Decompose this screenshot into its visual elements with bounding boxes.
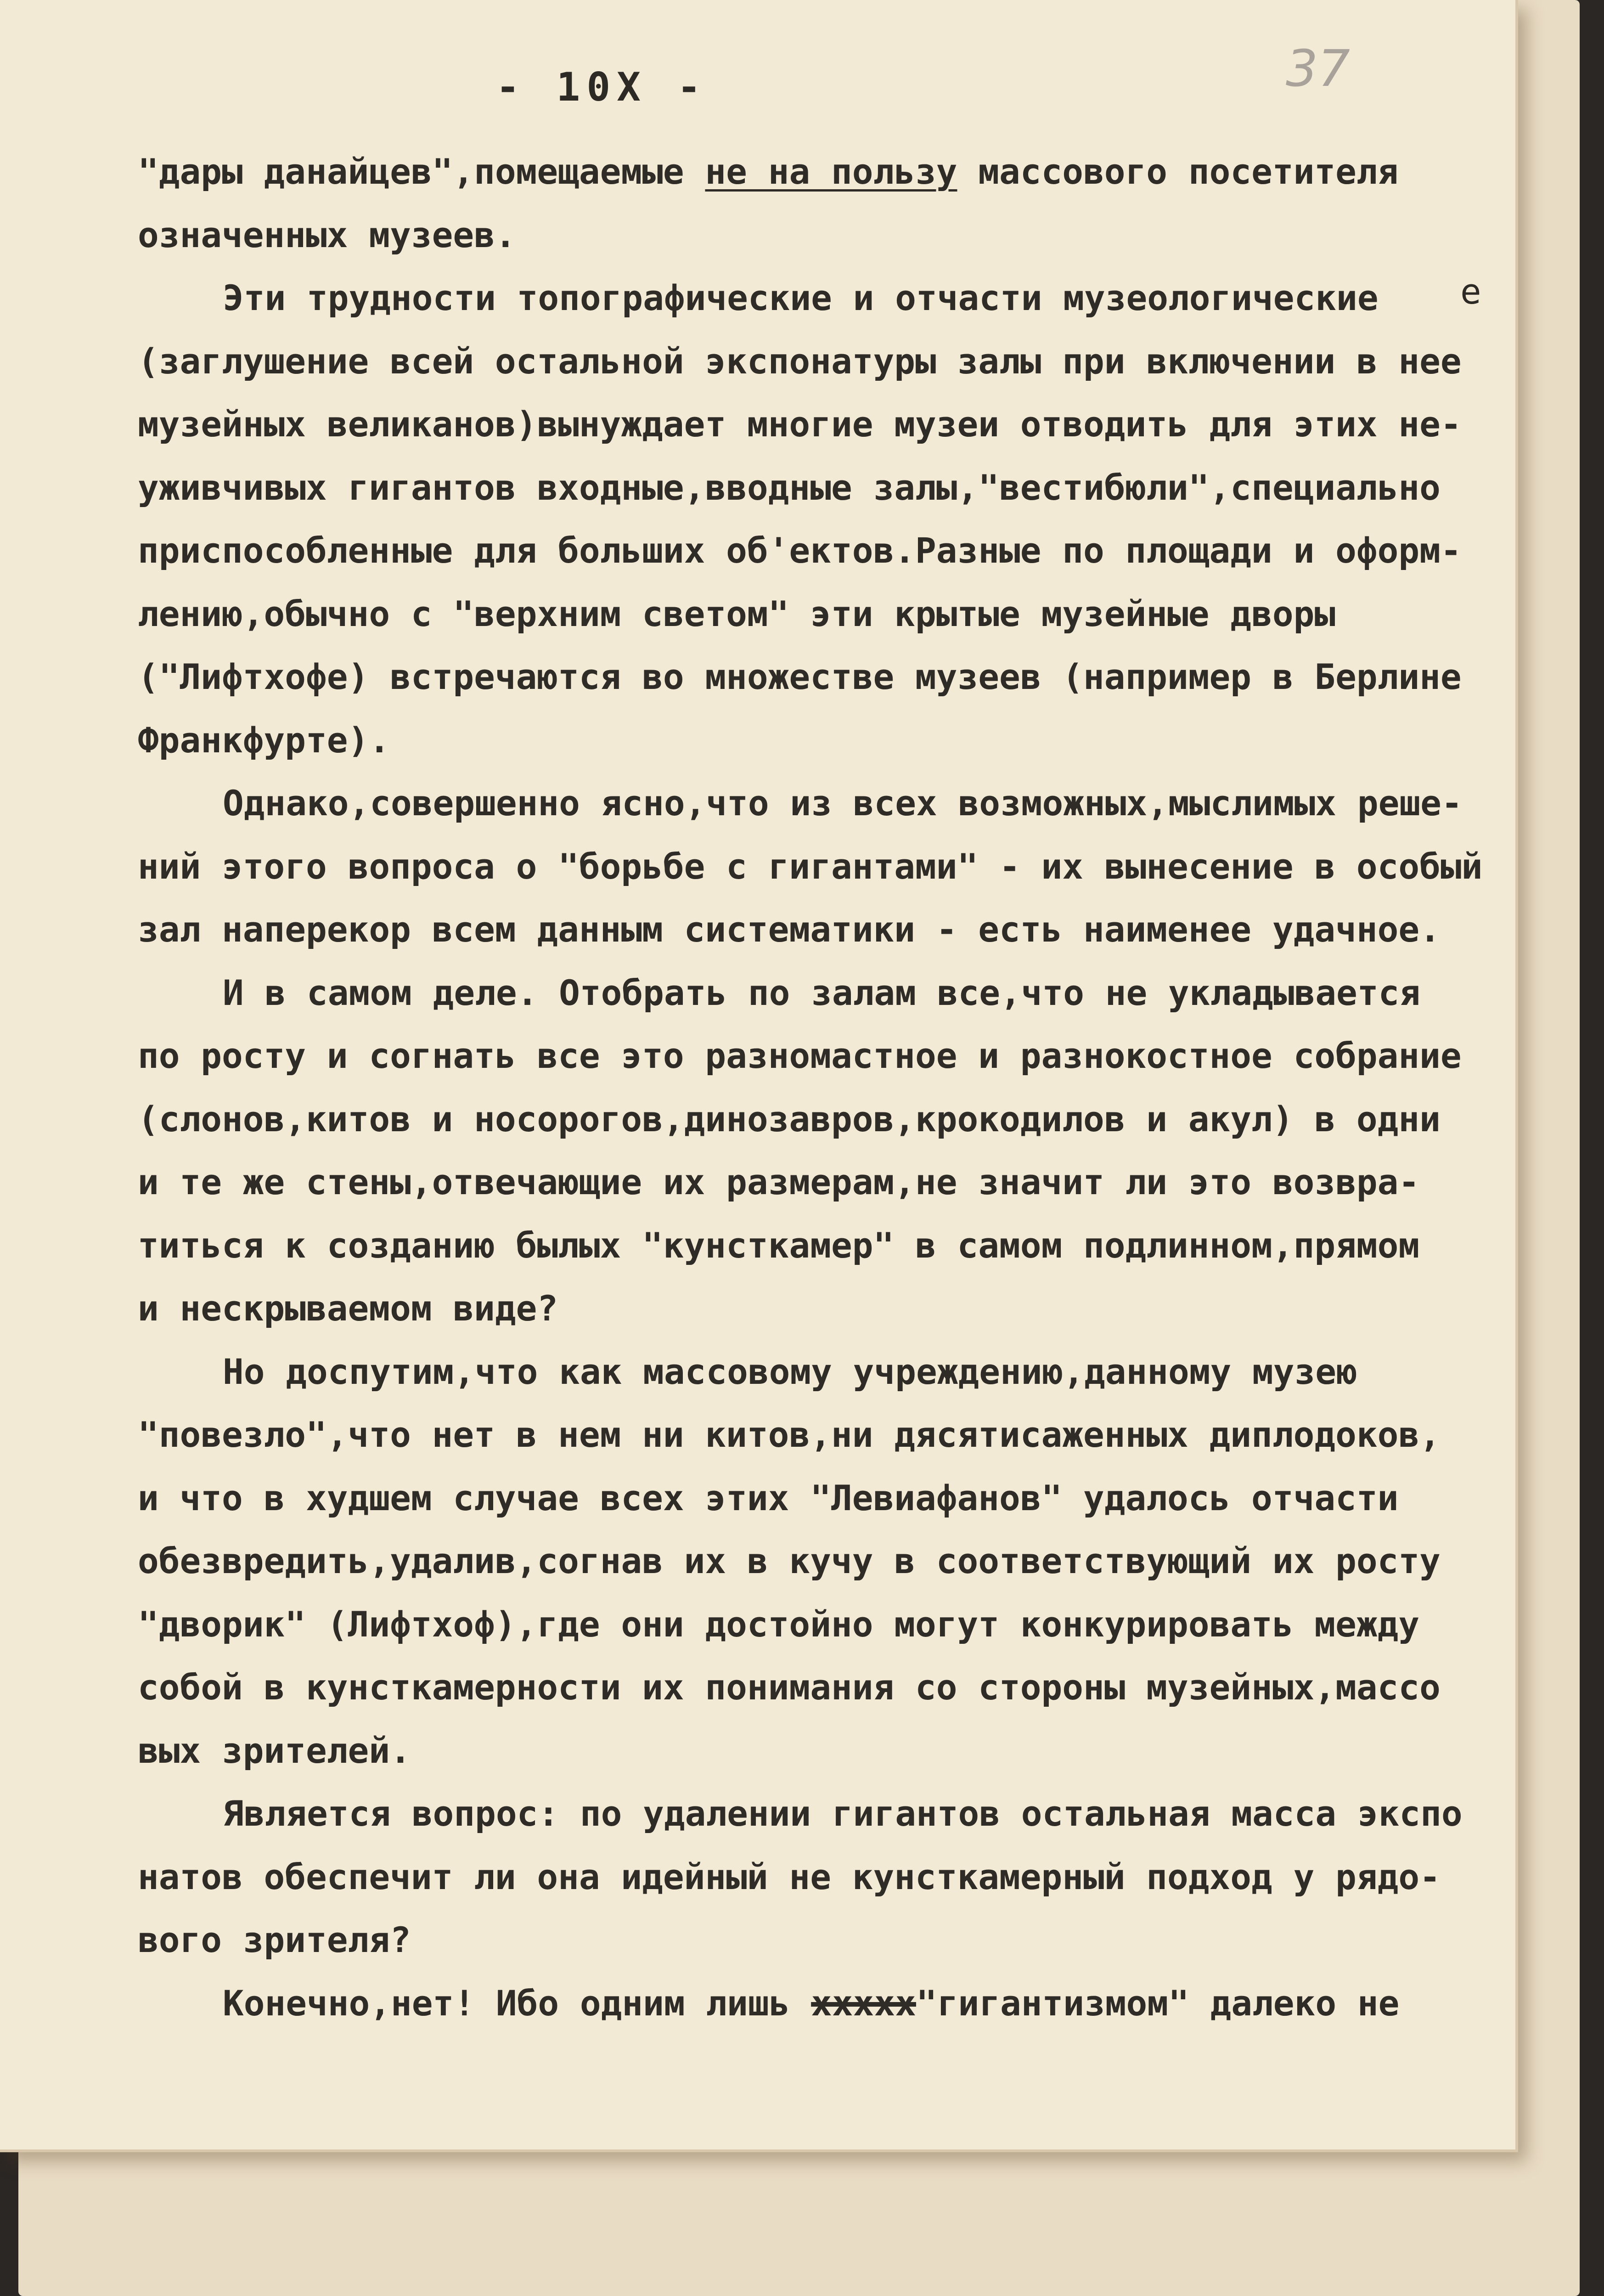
text-line bbox=[138, 1529, 1479, 1593]
line-text: по росту и согнать все это разномастное и разнокостное собрание bbox=[138, 1035, 1462, 1076]
text-line bbox=[138, 835, 1483, 898]
text-line bbox=[138, 1845, 1479, 1909]
line-text: натов обеспечит ли она идейный не кунсткамерный подход у рядо- bbox=[138, 1856, 1441, 1897]
text-line bbox=[138, 898, 1479, 961]
line-text: музейных великанов)вынуждает многие музеи отводить для этих не- bbox=[138, 404, 1462, 445]
text-line bbox=[138, 1024, 1479, 1088]
archive-folio-number: 37 bbox=[1286, 39, 1350, 98]
text-line bbox=[138, 645, 1479, 709]
text-line bbox=[138, 1593, 1479, 1656]
line-text: титься к созданию былых "кунсткамер" в самом подлинном,прямом bbox=[138, 1224, 1420, 1266]
text-line bbox=[138, 1908, 1479, 1972]
text-line bbox=[138, 393, 1479, 456]
text-line bbox=[138, 1782, 1479, 1845]
line-text: собой в кунсткамерности их понимания со стороны музейных,массо bbox=[138, 1667, 1441, 1708]
line-text: Эти трудности топографические и отчасти музеологические bbox=[223, 277, 1379, 318]
text-line bbox=[138, 330, 1479, 393]
text-line bbox=[138, 1151, 1479, 1214]
line-text: Франкфурте). bbox=[138, 719, 390, 761]
text-line bbox=[138, 519, 1479, 582]
line-text: приспособленные для больших об'ектов.Разные по площади и оформ- bbox=[138, 530, 1462, 571]
line-text: "гигантизмом" далеко не bbox=[916, 1982, 1400, 2024]
line-text: Однако,совершенно ясно,что из всех возможных,мыслимых реше- bbox=[223, 783, 1463, 824]
text-line bbox=[138, 203, 1479, 267]
line-text: ("Лифтхофе) встречаются во множестве музеев (например в Берлине bbox=[138, 656, 1462, 697]
line-text: лению,обычно с "верхним светом" эти крытые музейные дворы bbox=[138, 593, 1336, 634]
line-text: и те же стены,отвечающие их размерам,не значит ли это возвра- bbox=[138, 1162, 1420, 1202]
text-line bbox=[138, 1403, 1479, 1467]
line-text: И в самом деле. Отобрать по залам все,что не укладывается bbox=[223, 972, 1421, 1013]
page-number: - 10X - bbox=[496, 64, 708, 110]
text-line bbox=[138, 1719, 1479, 1783]
text-line bbox=[138, 140, 1479, 203]
line-text: Является вопрос: по удалении гигантов остальная масса экспо bbox=[223, 1793, 1463, 1834]
line-text: и нескрываемом виде? bbox=[138, 1288, 558, 1329]
text-line bbox=[138, 266, 1479, 330]
line-text: "дворик" (Лифтхоф),где они достойно могут конкурировать между bbox=[138, 1603, 1420, 1645]
line-text: ний этого вопроса о "борьбе с гигантами" - их вынесение в особый bbox=[138, 846, 1483, 887]
line-text: и что в худшем случае всех этих "Левиафанов" удалось отчасти bbox=[138, 1477, 1399, 1518]
text-line bbox=[138, 1467, 1479, 1530]
line-text: вых зрителей. bbox=[138, 1730, 411, 1771]
line-text: зал наперекор всем данным систематики - есть наименее удачное. bbox=[138, 909, 1441, 950]
margin-letter: е bbox=[1460, 271, 1481, 312]
struck-out-word: xxxxx bbox=[811, 1982, 916, 2024]
line-text: означенных музеев. bbox=[138, 214, 516, 255]
text-line bbox=[138, 772, 1479, 835]
text-line bbox=[138, 1340, 1479, 1404]
line-text: вого зрителя? bbox=[138, 1919, 411, 1960]
line-text: "повезло",что нет в нем ни китов,ни дясятисаженных диплодоков, bbox=[138, 1414, 1441, 1455]
text-line bbox=[138, 1088, 1479, 1151]
text-line bbox=[138, 1972, 1479, 2035]
line-text: Конечно,нет! Ибо одним лишь bbox=[223, 1982, 811, 2024]
line-text: уживчивых гигантов входные,вводные залы,"вестибюли",специально bbox=[138, 467, 1441, 508]
line-text: массового посетителя bbox=[957, 151, 1399, 192]
underlined-phrase: не на пользу bbox=[705, 151, 957, 192]
line-text: "дары данайцев",помещаемые bbox=[138, 151, 705, 192]
text-line bbox=[138, 582, 1479, 646]
line-text: обезвредить,удалив,согнав их в кучу в соответствующий их росту bbox=[138, 1540, 1441, 1581]
text-line bbox=[138, 456, 1479, 519]
text-line bbox=[138, 1656, 1479, 1719]
text-line bbox=[138, 1277, 1479, 1340]
line-text: (заглушение всей остальной экспонатуры залы при включении в нее bbox=[138, 340, 1462, 382]
text-line bbox=[138, 709, 1479, 772]
line-text: (слонов,китов и носорогов,динозавров,крокодилов и акул) в одни bbox=[138, 1098, 1441, 1140]
text-line bbox=[138, 1214, 1479, 1277]
line-text: Но доспутим,что как массовому учреждению,данному музею bbox=[223, 1351, 1357, 1392]
text-line bbox=[138, 961, 1479, 1025]
typed-body-text bbox=[138, 140, 1483, 2035]
